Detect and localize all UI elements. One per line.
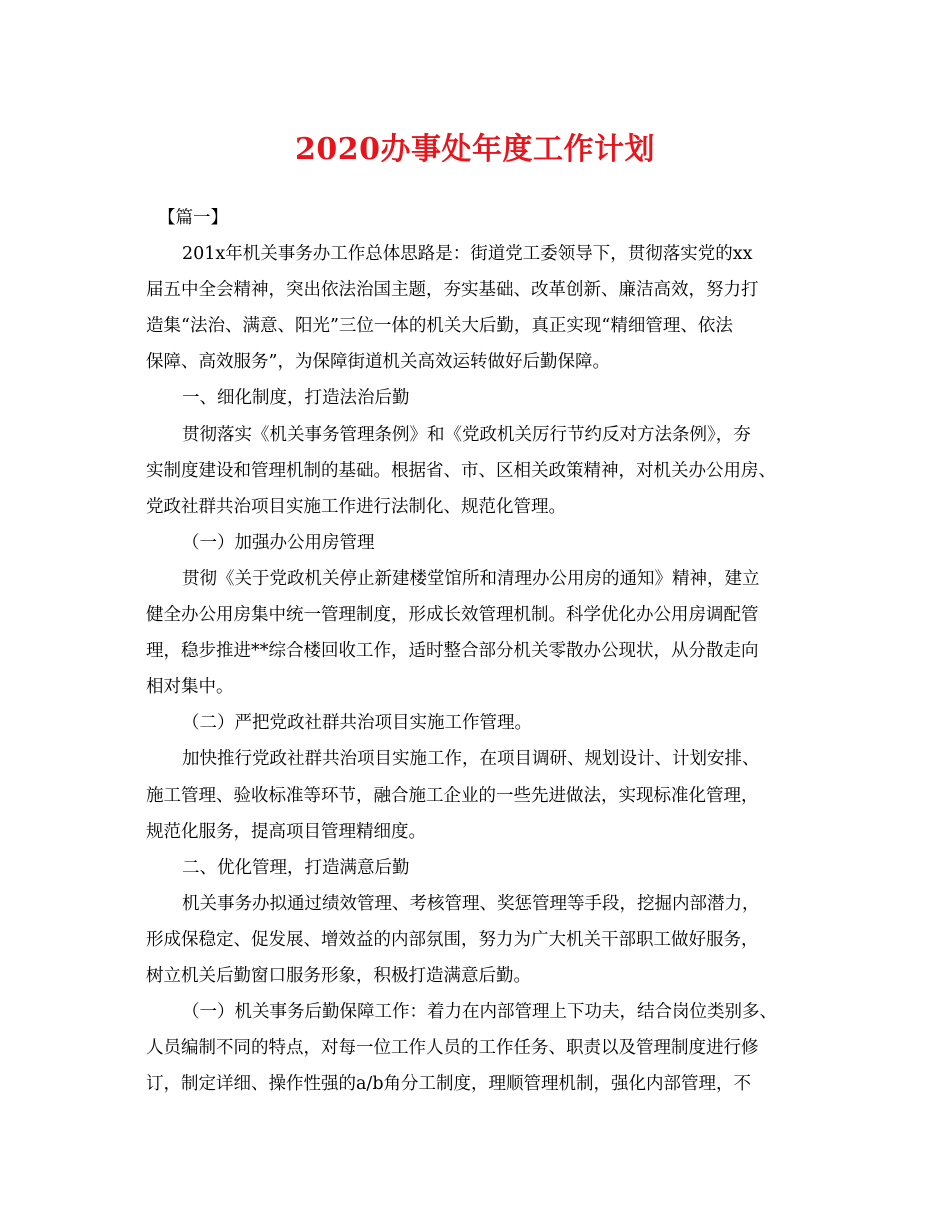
paragraph-line: 届五中全会精神，突出依法治国主题，夯实基础、改革创新、廉洁高效，努力打 [146,280,759,301]
paragraph-line: 订，制定详细、操作性强的a/b角分工制度，理顺管理机制，强化内部管理，不 [146,1074,752,1095]
paragraph-line: 保障、高效服务”，为保障街道机关高效运转做好后勤保障。 [146,352,610,373]
paragraph-line: 理，稳步推进**综合楼回收工作，适时整合部分机关零散办公现状，从分散走向 [146,641,759,662]
subsection-heading: （一）加强办公用房管理 [182,532,375,553]
paragraph-line: 规范化服务，提高项目管理精细度。 [146,821,426,842]
paragraph-line: 施工管理、验收标准等环节，融合施工企业的一些先进做法，实现标准化管理， [146,785,759,806]
paragraph-line: 加快推行党政社群共治项目实施工作，在项目调研、规划设计、计划安排、 [182,749,760,770]
paragraph-line: 人员编制不同的特点，对每一位工作人员的工作任务、职责以及管理制度进行修 [146,1038,759,1059]
document-body [146,200,811,1102]
paragraph-line: 造集“法治、满意、阳光”三位一体的机关大后勤，真正实现“精细管理、依法 [146,316,733,337]
paragraph-line: 贯彻《关于党政机关停止新建楼堂馆所和清理办公用房的通知》精神，建立 [182,568,760,589]
paragraph-line: （一）机关事务后勤保障工作：着力在内部管理上下功夫，结合岗位类别多、 [182,1002,777,1023]
paragraph-line: 实制度建设和管理机制的基础。根据省、市、区相关政策精神，对机关办公用房、 [146,460,776,481]
section-heading: 一、细化制度，打造法治后勤 [182,388,410,409]
paragraph-line: 相对集中。 [146,677,234,698]
paragraph-line: 201x年机关事务办工作总体思路是：街道党工委领导下，贯彻落实党的xx [182,244,753,265]
document-title: 2020办事处年度工作计划 [295,132,655,167]
paragraph-line: 形成保稳定、促发展、增效益的内部氛围，努力为广大机关干部职工做好服务， [146,929,759,950]
section-heading: 二、优化管理，打造满意后勤 [182,857,410,878]
paragraph-line: 健全办公用房集中统一管理制度，形成长效管理机制。科学优化办公用房调配管 [146,605,759,626]
subsection-heading: （二）严把党政社群共治项目实施工作管理。 [182,713,532,734]
paragraph-line: 贯彻落实《机关事务管理条例》和《党政机关厉行节约反对方法条例》，夯 [182,424,751,445]
paragraph-line: 党政社群共治项目实施工作进行法制化、规范化管理。 [146,496,566,517]
paragraph-line: 树立机关后勤窗口服务形象，积极打造满意后勤。 [146,965,531,986]
paragraph-line: 机关事务办拟通过绩效管理、考核管理、奖惩管理等手段，挖掘内部潜力， [182,893,760,914]
section-heading-part-one: 【篇一】 [158,208,228,228]
